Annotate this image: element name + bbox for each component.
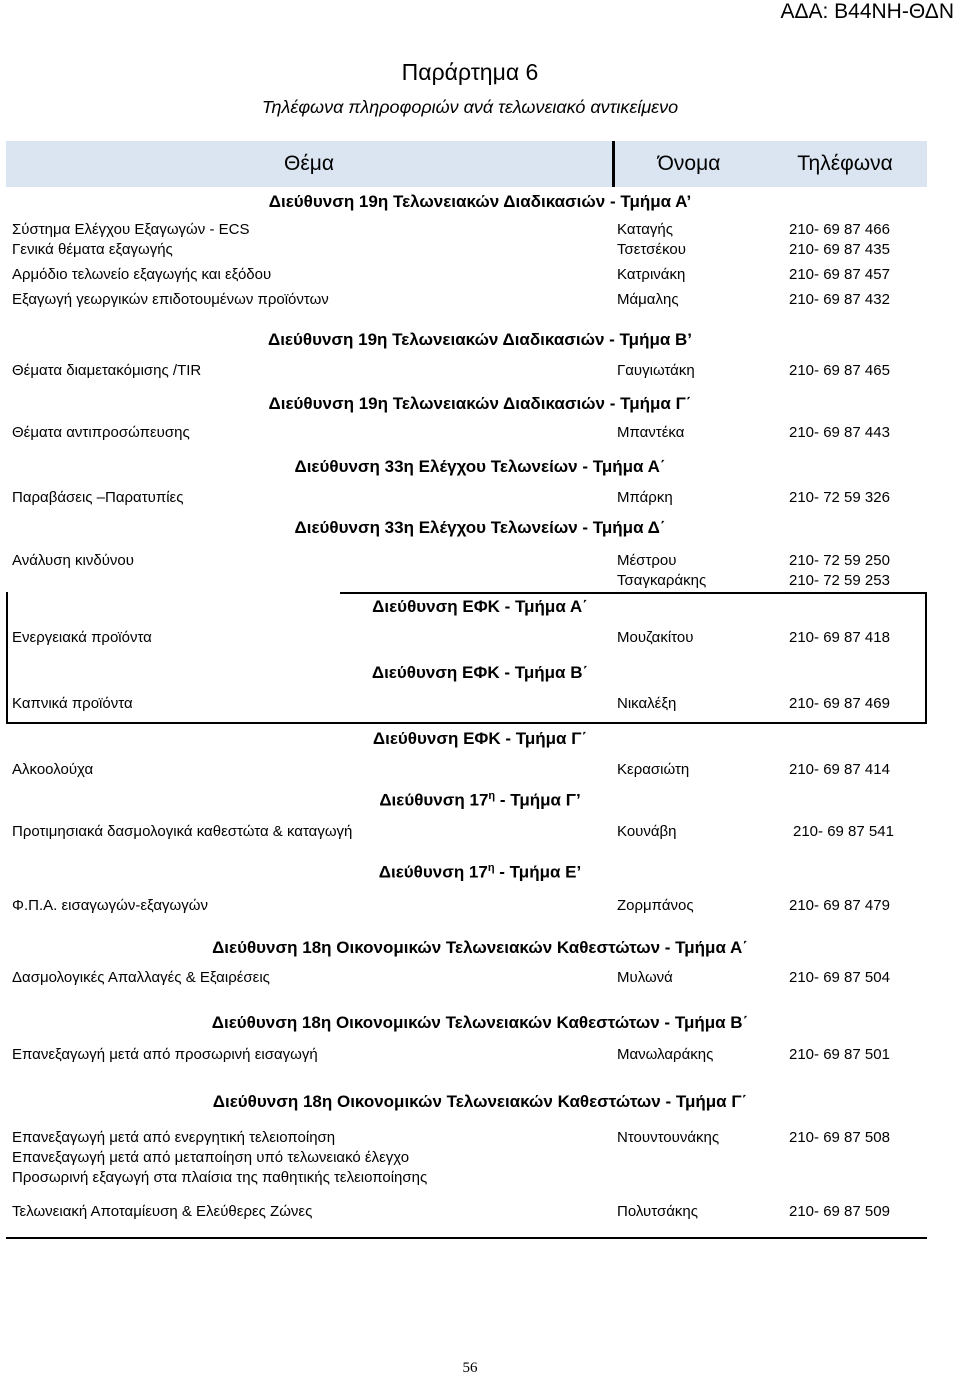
section-heading: Διεύθυνση 33η Ελέγχου Τελωνείων - Τμήμα Α΄	[294, 457, 666, 476]
table-header	[6, 141, 927, 187]
section-heading: Διεύθυνση 18η Οικονομικών Τελωνειακών Καθεστώτων - Τμήμα Γ΄	[212, 1092, 748, 1111]
header-topic: Θέμα	[284, 152, 334, 175]
table-row: Παραβάσεις –Παρατυπίες Μπάρκη 210- 72 59 326	[12, 489, 890, 506]
section-heading: Διεύθυνση 19η Τελωνειακών Διαδικασιών - Τμήμα Γ΄	[268, 394, 692, 413]
table-row: Καπνικά προϊόντα Νικαλέξη 210- 69 87 469	[12, 695, 890, 712]
table-row: Εξαγωγή γεωργικών επιδοτουμένων προϊόντων Μάμαλης 210- 69 87 432	[12, 291, 890, 308]
table-row: Επανεξαγωγή μετά από ενεργητική τελειοποίηση Ντουντουνάκης 210- 69 87 508	[12, 1129, 890, 1146]
table-row: Αλκοολούχα Κερασιώτη 210- 69 87 414	[12, 761, 890, 778]
table-row: Τελωνειακή Αποταμίευση & Ελεύθερες Ζώνες Πολυτσάκης 210- 69 87 509	[12, 1203, 890, 1220]
header-phone: Τηλέφωνα	[797, 152, 893, 175]
page-title: Παράρτημα 6	[401, 59, 539, 85]
efk-block-border	[6, 592, 927, 724]
table-row: Επανεξαγωγή μετά από μεταποίηση υπό τελωνειακό έλεγχο	[12, 1149, 410, 1166]
header-name: Όνομα	[657, 152, 721, 175]
table-row: Φ.Π.Α. εισαγωγών-εξαγωγών Ζορμπάνος 210- 69 87 479	[12, 897, 890, 914]
section-heading: Διεύθυνση 18η Οικονομικών Τελωνειακών Καθεστώτων - Τμήμα Α΄	[212, 938, 748, 957]
section-heading: Διεύθυνση 33η Ελέγχου Τελωνείων - Τμήμα Δ΄	[294, 518, 666, 537]
section-heading: Διεύθυνση $17^\eta$ - Τμήμα Ε’	[378, 862, 582, 882]
page-number: 56	[462, 1360, 478, 1376]
section-heading: Διεύθυνση 18η Οικονομικών Τελωνειακών Καθεστώτων - Τμήμα Β΄	[211, 1013, 749, 1032]
table-row: Τσαγκαράκης 210- 72 59 253	[617, 572, 890, 589]
section-heading: Διεύθυνση $17^\eta$ - Τμήμα Γ’	[379, 790, 581, 810]
table-bottom-line	[6, 1237, 927, 1239]
section-heading: Διεύθυνση 19η Τελωνειακών Διαδικασιών - Τμήμα Β’	[267, 330, 693, 349]
table-row: Σύστημα Ελέγχου Εξαγωγών - ECS Καταγής 210- 69 87 466	[12, 221, 890, 238]
table-row: Αρμόδιο τελωνείο εξαγωγής και εξόδου Κατρινάκη 210- 69 87 457	[12, 266, 890, 283]
table-row: Ανάλυση κινδύνου Μέστρου 210- 72 59 250	[12, 552, 890, 569]
ada-code: ΑΔΑ: Β44ΝΗ-ΘΔΝ	[780, 0, 954, 23]
page-subtitle: Τηλέφωνα πληροφοριών ανά τελωνειακό αντικείμενο	[261, 97, 679, 117]
section-heading: Διεύθυνση ΕΦΚ - Τμήμα Α΄	[372, 597, 588, 616]
table-row: Θέματα αντιπροσώπευσης Μπαντέκα 210- 69 87 443	[12, 424, 890, 441]
section-heading: Διεύθυνση 19η Τελωνειακών Διαδικασιών - Τμήμα Α’	[268, 192, 692, 211]
table-row: Γενικά θέματα εξαγωγής Τσετσέκου 210- 69 87 435	[12, 241, 890, 258]
section-heading: Διεύθυνση ΕΦΚ - Τμήμα Β΄	[371, 663, 589, 682]
section-heading: Διεύθυνση ΕΦΚ - Τμήμα Γ΄	[372, 729, 588, 748]
table-row: Προσωρινή εξαγωγή στα πλαίσια της παθητικής τελειοποίησης	[12, 1169, 428, 1186]
table-row: Ενεργειακά προϊόντα Μουζακίτου 210- 69 87 418	[12, 629, 890, 646]
table-row: Δασμολογικές Απαλλαγές & Εξαιρέσεις Μυλωνά 210- 69 87 504	[12, 969, 890, 986]
table-row: Θέματα διαμετακόμισης /TIR Γαυγιωτάκη 210- 69 87 465	[12, 362, 890, 379]
table-row: Προτιμησιακά δασμολογικά καθεστώτα & καταγωγή Κουνάβη 210- 69 87 541	[12, 823, 894, 840]
efk-block-top-line	[340, 592, 927, 594]
table-row: Επανεξαγωγή μετά από προσωρινή εισαγωγή Μανωλαράκης 210- 69 87 501	[12, 1046, 890, 1063]
